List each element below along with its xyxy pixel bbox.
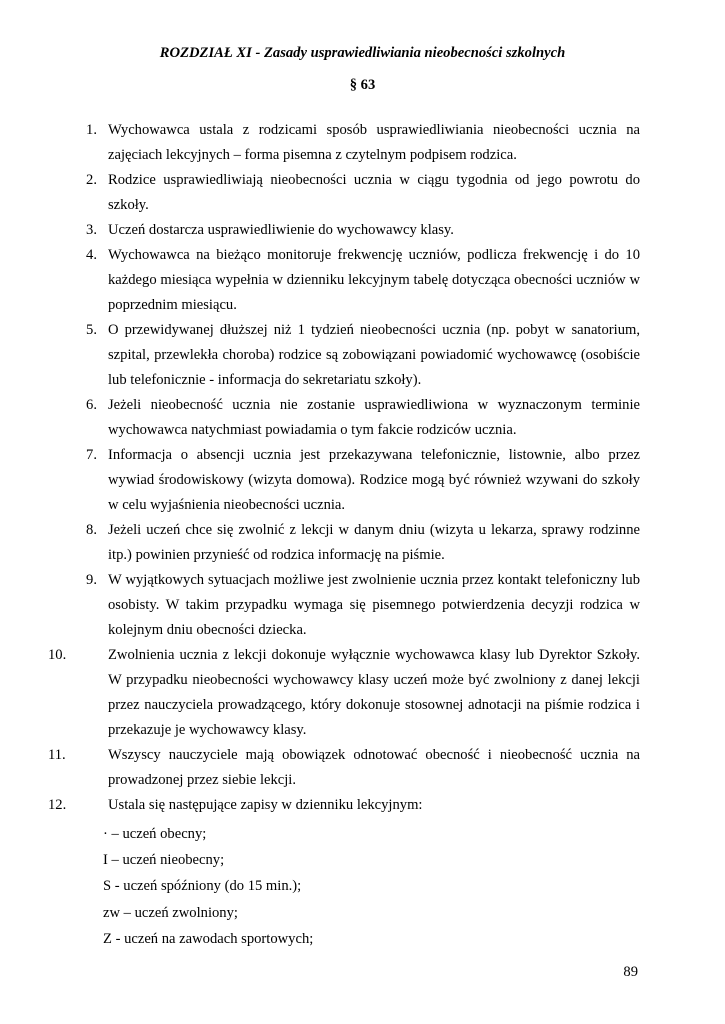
item-text: Uczeń dostarcza usprawiedliwienie do wychowawcy klasy.: [108, 222, 454, 238]
item-number: 11.: [48, 747, 66, 763]
item-text: Jeżeli nieobecność ucznia nie zostanie usprawiedliwiona w wyznaczonym terminie wychowawca natychmiast powiadamia o tym fakcie rodziców ucznia.: [108, 397, 640, 438]
attendance-code: I – uczeń nieobecny;: [103, 852, 225, 869]
page-number: 89: [623, 964, 638, 980]
attendance-code: zw – uczeń zwolniony;: [103, 904, 238, 921]
item-number: 6.: [86, 397, 97, 413]
list-item: [70, 443, 640, 518]
attendance-code: · – uczeń obecny;: [103, 826, 207, 842]
item-number: 8.: [86, 522, 97, 538]
item-text: W wyjątkowych sytuacjach możliwe jest zwolnienie ucznia przez kontakt telefoniczny lub osobisty. W takim przypadku wymaga się pisemnego potwierdzenia decyzji rodzica w kolejnym dniu obecności dziecka.: [108, 572, 640, 638]
list-item: [48, 743, 640, 793]
item-number: 1.: [86, 122, 97, 138]
item-number: 2.: [86, 172, 97, 188]
list-item: [48, 793, 640, 818]
attendance-code: Z - uczeń na zawodach sportowych;: [103, 930, 314, 947]
list-item: [70, 118, 640, 168]
list-item: [70, 393, 640, 443]
item-number: 10.: [48, 647, 67, 663]
item-text: Informacja o absencji ucznia jest przekazywana telefonicznie, listownie, albo przez wywiad środowiskowy (wizyta domowa). Rodzice mogą być również wzywani do szkoły w celu wyjaśnienia nieobecności ucznia.: [108, 447, 640, 513]
chapter-title: ROZDZIAŁ XI - Zasady usprawiedliwiania nieobecności szkolnych: [159, 45, 566, 61]
item-text: Zwolnienia ucznia z lekcji dokonuje wyłącznie wychowawca klasy lub Dyrektor Szkoły. W przypadku nieobecności wychowawcy klasy uczeń może być zwolniony z danej lekcji przez nauczyciela prowadzącego, który dokonuje stosownej adnotacji na piśmie rodzica i przekazuje je wychowawcy klasy.: [108, 647, 640, 738]
rules-list: [48, 118, 640, 818]
item-text: Ustala się następujące zapisy w dzienniku lekcyjnym:: [108, 797, 423, 813]
item-text: Wychowawca na bieżąco monitoruje frekwencję uczniów, podlicza frekwencję i do 10 każdego miesiąca wypełnia w dzienniku lekcyjnym tabelę dotycząca obecności uczniów w poprzednim miesiącu.: [108, 247, 640, 313]
list-item: [70, 168, 640, 218]
item-number: 12.: [48, 797, 67, 813]
item-number: 9.: [86, 572, 97, 588]
list-item: [48, 643, 640, 743]
attendance-code: S - uczeń spóźniony (do 15 min.);: [103, 878, 302, 895]
list-item: [70, 218, 640, 243]
section-mark: § 63: [349, 77, 376, 93]
item-number: 3.: [86, 222, 97, 238]
item-number: 4.: [86, 247, 97, 263]
attendance-codes-list: [103, 821, 643, 952]
item-number: 7.: [86, 447, 97, 463]
list-item: [70, 568, 640, 643]
item-text: Jeżeli uczeń chce się zwolnić z lekcji w danym dniu (wizyta u lekarza, sprawy rodzinne itp.) powinien przynieść od rodzica informację na piśmie.: [108, 522, 640, 563]
list-item: [70, 318, 640, 393]
item-text: O przewidywanej dłuższej niż 1 tydzień nieobecności ucznia (np. pobyt w sanatorium, szpital, przewlekła choroba) rodzice są zobowiązani powiadomić wychowawcę (osobiście lub telefonicznie - informacja do sekretariatu szkoły).: [108, 322, 640, 388]
item-text: Rodzice usprawiedliwiają nieobecności ucznia w ciągu tygodnia od jego powrotu do szkoły.: [108, 172, 640, 213]
item-text: Wychowawca ustala z rodzicami sposób usprawiedliwiania nieobecności ucznia na zajęciach lekcyjnych – forma pisemna z czytelnym podpisem rodzica.: [108, 122, 640, 163]
list-item: [70, 518, 640, 568]
list-item: [70, 243, 640, 318]
item-number: 5.: [86, 322, 97, 338]
item-text: Wszyscy nauczyciele mają obowiązek odnotować obecność i nieobecność ucznia na prowadzonej przez siebie lekcji.: [108, 747, 640, 788]
